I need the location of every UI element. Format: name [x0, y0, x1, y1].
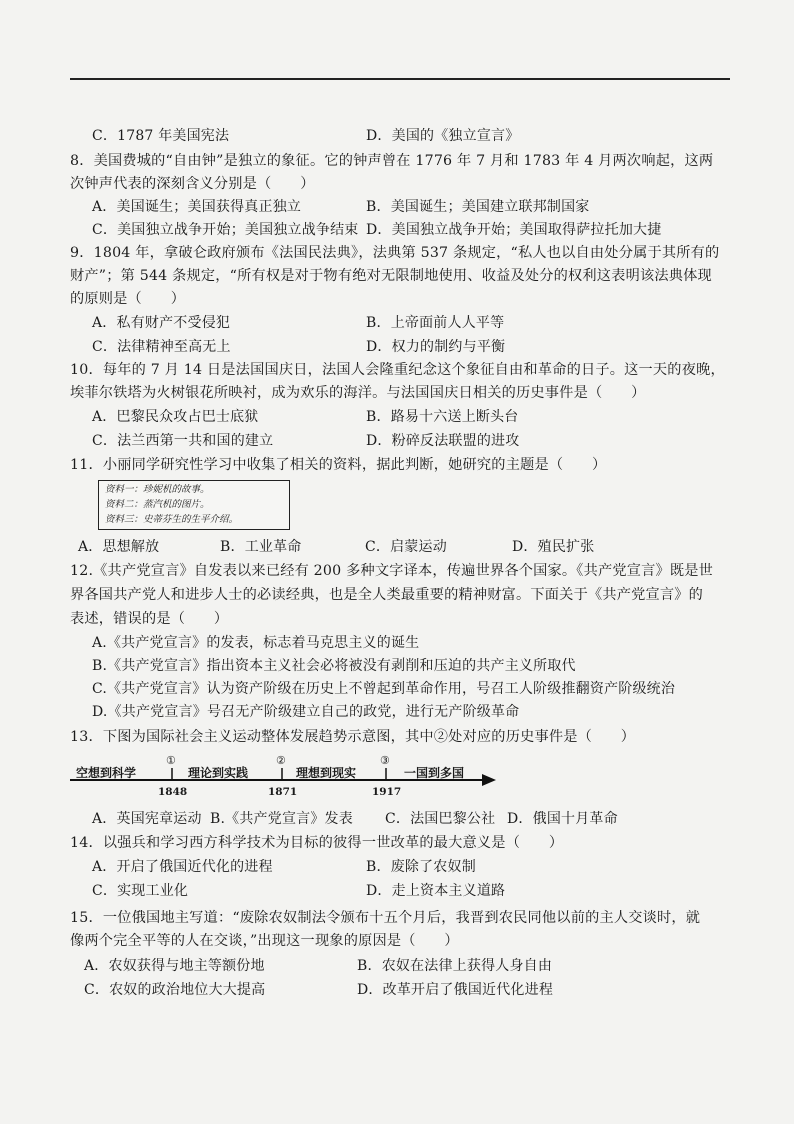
q15-option-d: D．改革开启了俄国近代化进程	[357, 982, 554, 998]
q15-stem-2: 像两个完全平等的人在交谈，”出现这一现象的原因是（ ）	[70, 933, 459, 949]
material-3: 资料三：史蒂芬生的生平介绍。	[105, 514, 239, 525]
q13-option-c: C．法国巴黎公社	[385, 811, 496, 827]
q15-option-b: B．农奴在法律上获得人身自由	[357, 958, 553, 974]
q7-option-d: D．美国的《独立宣言》	[366, 128, 520, 144]
q11-stem: 11．小丽同学研究性学习中收集了相关的资料，据此判断，她研究的主题是（ ）	[70, 457, 607, 473]
q12-stem-3: 表述，错误的是（ ）	[70, 611, 229, 627]
q11-option-d: D．殖民扩张	[512, 539, 595, 555]
socialism-timeline-diagram	[70, 752, 500, 802]
q13-stem: 13．下图为国际社会主义运动整体发展趋势示意图，其中②处对应的历史事件是（ ）	[70, 729, 636, 745]
q15-option-a: A．农奴获得与地主等额份地	[84, 958, 265, 974]
q11-option-c: C．启蒙运动	[365, 539, 447, 555]
q8-stem-1: 8．美国费城的“自由钟”是独立的象征。它的钟声曾在 1776 年 7 月和 1783 年 4 月两次响起，这两	[70, 153, 714, 169]
marker-1: ①	[166, 754, 176, 767]
q8-option-a: A．美国诞生；美国获得真正独立	[92, 199, 302, 215]
q14-stem: 14．以强兵和学习西方科学技术为目标的彼得一世改革的最大意义是（ ）	[70, 835, 564, 851]
q13-option-a: A．英国宪章运动	[92, 811, 202, 827]
material-2: 资料二：蒸汽机的图片。	[105, 499, 210, 510]
year-1871: 1871	[268, 786, 298, 798]
q12-stem-1: 12.《共产党宣言》自发表以来已经有 200 多种文字译本，传遍世界各个国家。《共产党宣言》既是世	[70, 563, 714, 579]
q11-option-b: B．工业革命	[220, 539, 302, 555]
q8-stem-2: 次钟声代表的深刻含义分别是（ ）	[70, 176, 315, 192]
year-1848: 1848	[158, 786, 188, 798]
q10-option-d: D．粉碎反法联盟的进攻	[366, 433, 520, 449]
q13-option-b: B.《共产党宣言》发表	[210, 811, 353, 827]
q11-option-a: A．思想解放	[78, 539, 160, 555]
q15-option-c: C．农奴的政治地位大大提高	[84, 982, 266, 998]
q14-option-c: C．实现工业化	[92, 883, 189, 899]
q10-option-c: C．法兰西第一共和国的建立	[92, 433, 274, 449]
q10-option-a: A．巴黎民众攻占巴士底狱	[92, 409, 259, 425]
q12-option-a: A.《共产党宣言》的发表，标志着马克思主义的诞生	[92, 635, 420, 651]
year-1917: 1917	[372, 786, 402, 798]
q9-option-a: A．私有财产不受侵犯	[92, 315, 231, 331]
q12-option-b: B.《共产党宣言》指出资本主义社会必将被没有剥削和压迫的共产主义所取代	[92, 658, 576, 674]
q9-option-c: C．法律精神至高无上	[92, 339, 231, 355]
q12-option-c: C.《共产党宣言》认为资产阶级在历史上不曾起到革命作用，号召工人阶级推翻资产阶级统治	[92, 681, 676, 697]
q14-option-b: B．废除了农奴制	[366, 859, 476, 875]
q9-option-d: D．权力的制约与平衡	[366, 339, 506, 355]
q9-stem-1: 9．1804 年，拿破仑政府颁布《法国民法典》，法典第 537 条规定，“私人也以自由处分属于其所有的	[70, 245, 720, 261]
q10-option-b: B．路易十六送上断头台	[366, 409, 519, 425]
q8-option-c: C．美国独立战争开始；美国独立战争结束	[92, 222, 359, 238]
q10-stem-2: 埃菲尔铁塔为火树银花所映衬，成为欢乐的海洋。与法国国庆日相关的历史事件是（ ）	[70, 385, 646, 401]
q8-option-d: D．美国独立战争开始；美国取得萨拉托加大捷	[366, 222, 662, 238]
q13-option-d: D．俄国十月革命	[507, 811, 618, 827]
q8-option-b: B．美国诞生；美国建立联邦制国家	[366, 199, 590, 215]
q10-stem-1: 10．每年的 7 月 14 日是法国国庆日，法国人会隆重纪念这个象征自由和革命的日子。这一天的夜晚，	[70, 362, 725, 378]
marker-3: ③	[380, 754, 390, 767]
q9-stem-3: 的原则是（ ）	[70, 291, 186, 307]
q14-option-a: A．开启了俄国近代化的进程	[92, 859, 273, 875]
q12-stem-2: 界各国共产党人和进步人士的必读经典，也是全人类最重要的精神财富。下面关于《共产党宣言》的	[70, 587, 704, 603]
q11-material-box	[98, 480, 290, 530]
q12-option-d: D.《共产党宣言》号召无产阶级建立自己的政党，进行无产阶级革命	[92, 704, 520, 720]
stage-3: 理想到现实	[296, 766, 357, 780]
q9-stem-2: 财产”；第 544 条规定，“所有权是对于物有绝对无限制地使用、收益及处分的权利这表明该法典体现	[70, 268, 712, 284]
stage-1: 空想到科学	[76, 766, 137, 780]
q9-option-b: B．上帝面前人人平等	[366, 315, 505, 331]
material-1: 资料一：珍妮机的故事。	[105, 484, 210, 495]
q7-option-c: C．1787 年美国宪法	[92, 128, 230, 144]
timeline-arrow	[482, 774, 496, 786]
q15-stem-1: 15．一位俄国地主写道：“废除农奴制法令颁布十五个月后，我晋到农民同他以前的主人交谈时，就	[70, 910, 701, 926]
q14-option-d: D．走上资本主义道路	[366, 883, 506, 899]
marker-2: ②	[276, 754, 286, 767]
stage-2: 理论到实践	[188, 766, 249, 780]
stage-4: 一国到多国	[404, 766, 465, 780]
